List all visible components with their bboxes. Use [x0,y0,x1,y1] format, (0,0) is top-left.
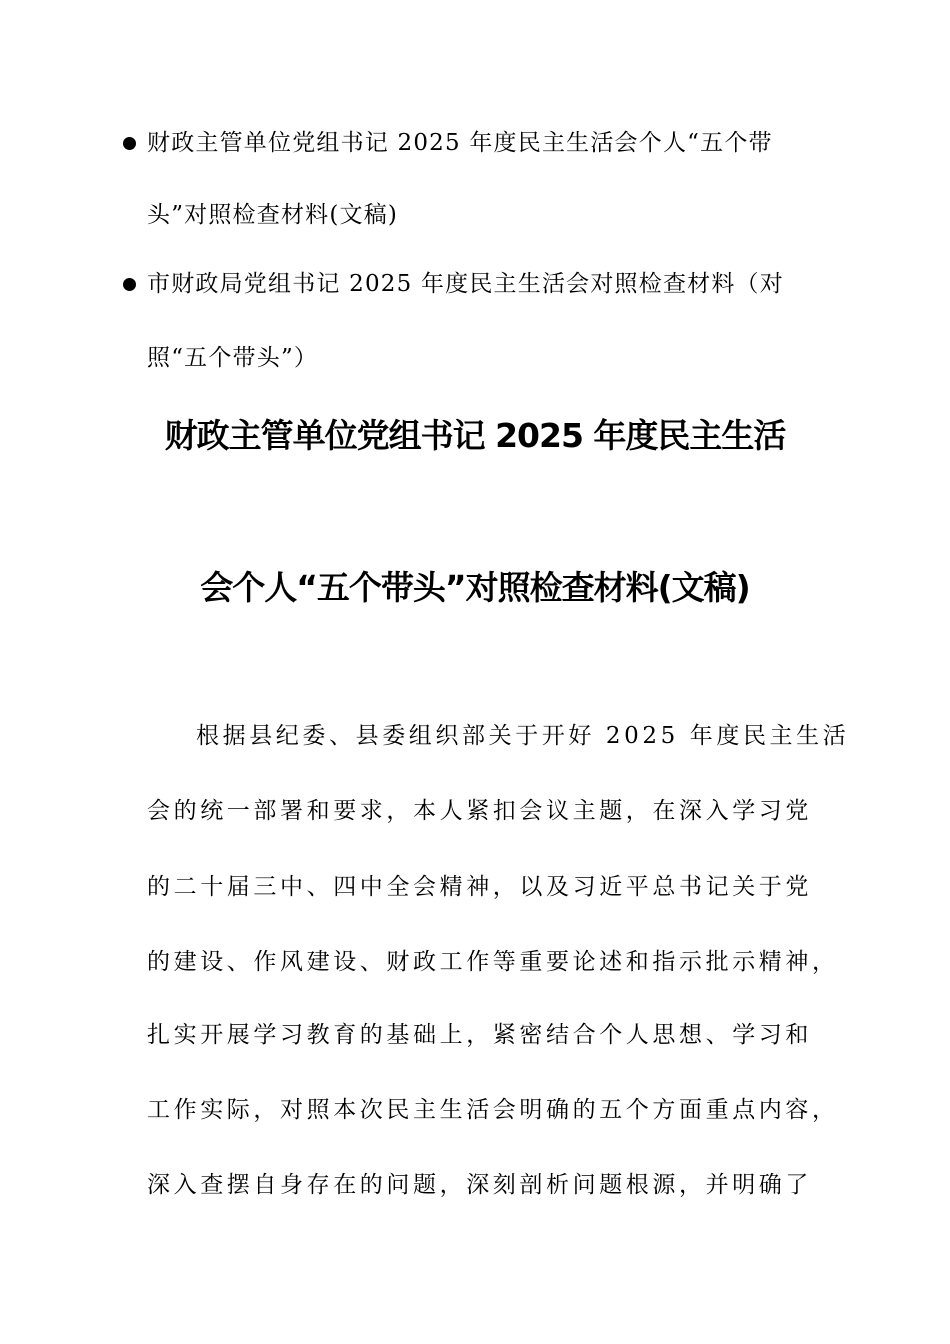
body-line-7: 深入查摆自身存在的问题，深刻剖析问题根源，并明确了 [147,1172,812,1198]
toc-item-2-line-2: 照“五个带头”） [147,345,319,371]
body-line-2: 会的统一部署和要求，本人紧扣会议主题，在深入学习党 [147,798,812,824]
body-line-6: 工作实际，对照本次民主生活会明确的五个方面重点内容， [147,1097,839,1123]
bullet-icon [123,137,136,150]
bullet-icon [123,278,136,291]
body-line-3: 的二十届三中、四中全会精神，以及习近平总书记关于党 [147,874,812,900]
document-title-line-1: 财政主管单位党组书记 2025 年度民主生活 [164,416,786,455]
document-title-line-2: 会个人“五个带头”对照检查材料(文稿) [200,568,750,607]
toc-item-1-line-2: 头”对照检查材料(文稿) [147,202,399,228]
body-line-5: 扎实开展学习教育的基础上，紧密结合个人思想、学习和 [147,1022,812,1048]
body-line-1: 根据县纪委、县委组织部关于开好 2025 年度民主生活 [196,723,850,749]
body-line-4: 的建设、作风建设、财政工作等重要论述和指示批示精神， [147,949,839,975]
toc-item-2-line-1: 市财政局党组书记 2025 年度民主生活会对照检查材料（对 [147,271,784,297]
toc-item-1-line-1: 财政主管单位党组书记 2025 年度民主生活会个人“五个带 [147,130,773,156]
